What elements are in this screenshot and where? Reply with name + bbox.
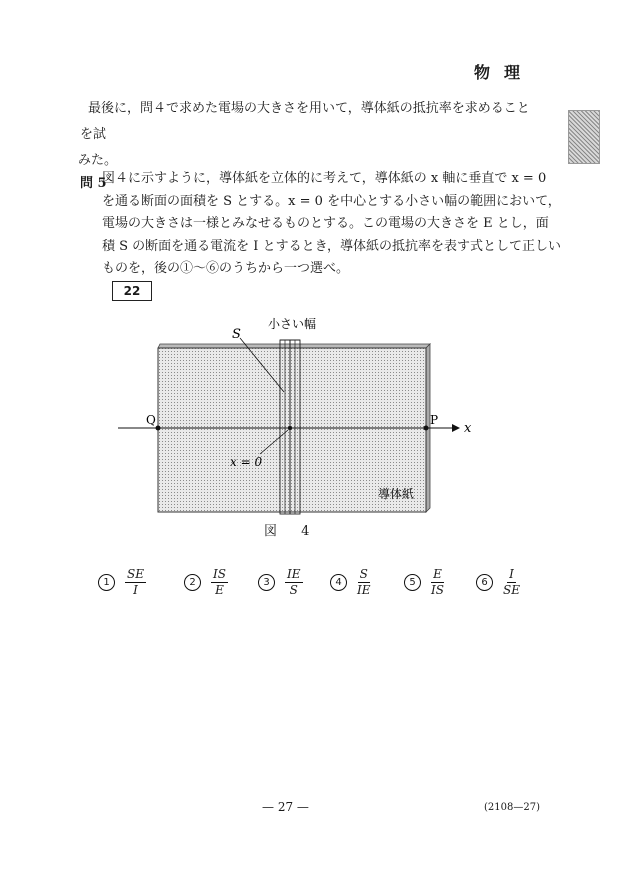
point-Q [156, 426, 161, 431]
choice-fraction: $\frac{IS}{E}$ [213, 566, 226, 597]
intro-line-1: 最後に，問４で求めた電場の大きさを用いて，導体紙の抵抗率を求めることを試 [80, 101, 530, 142]
exam-code: (2108—27) [484, 802, 540, 813]
label-x0: x = 0 [230, 455, 263, 469]
question-label: 問 5 [80, 176, 107, 191]
choice-fraction: $\frac{IE}{S}$ [287, 566, 301, 597]
x-axis-arrowhead [452, 424, 460, 432]
question-line-5 [102, 258, 542, 301]
choice-1[interactable] [98, 562, 146, 602]
label-P: P [430, 413, 439, 427]
index-tab-mark [568, 110, 600, 164]
choice-fraction: $\frac{SE}{I}$ [127, 566, 144, 597]
choice-fraction: $\frac{S}{IE}$ [357, 566, 371, 597]
question-line-1: 図４に示すように，導体紙を立体的に考えて，導体紙の x 軸に垂直で x = 0 [102, 171, 547, 186]
question-text [102, 168, 562, 301]
choice-number: 4 [330, 574, 347, 591]
figure-4-diagram [0, 300, 620, 520]
choice-fraction: $\frac{I}{SE}$ [503, 566, 520, 597]
intro-line-2: みた。 [78, 153, 118, 168]
point-P [424, 426, 429, 431]
answer-choices [98, 562, 538, 602]
choice-2[interactable] [184, 562, 228, 602]
paper-top-face [158, 344, 430, 348]
choice-number: 5 [404, 574, 421, 591]
label-Q: Q [146, 413, 156, 427]
question-line-2: を通る断面の面積を S とする。x = 0 を中心とする小さい幅の範囲において， [102, 193, 561, 209]
choice-number: 6 [476, 574, 493, 591]
label-S: S [232, 327, 241, 342]
origin-point [288, 426, 292, 430]
choice-6[interactable] [476, 562, 520, 602]
subject-header: 物理 [474, 63, 535, 82]
page-number: — 27 — [262, 800, 309, 814]
answer-box[interactable]: 22 [112, 281, 152, 301]
choice-5[interactable] [404, 562, 444, 602]
choice-number: 3 [258, 574, 275, 591]
question-line-5-text: ものを，後の①～⑥のうちから一つ選べ。 [102, 261, 350, 276]
intro-paragraph [80, 96, 540, 174]
label-conductor-paper: 導体紙 [378, 487, 415, 501]
choice-fraction: $\frac{E}{IS}$ [431, 566, 444, 597]
choice-number: 1 [98, 574, 115, 591]
choice-4[interactable] [330, 562, 371, 602]
figure-caption: 図 4 [264, 524, 320, 539]
label-x-axis: x [464, 421, 472, 436]
question-line-3: 電場の大きさは一様とみなせるものとする。この電場の大きさを E とし，面 [102, 216, 549, 231]
question-line-4: 積 S の断面を通る電流を I とするとき，導体紙の抵抗率を表す式として正しい [102, 238, 562, 254]
choice-number: 2 [184, 574, 201, 591]
label-small-width: 小さい幅 [268, 317, 317, 331]
choice-3[interactable] [258, 562, 303, 602]
